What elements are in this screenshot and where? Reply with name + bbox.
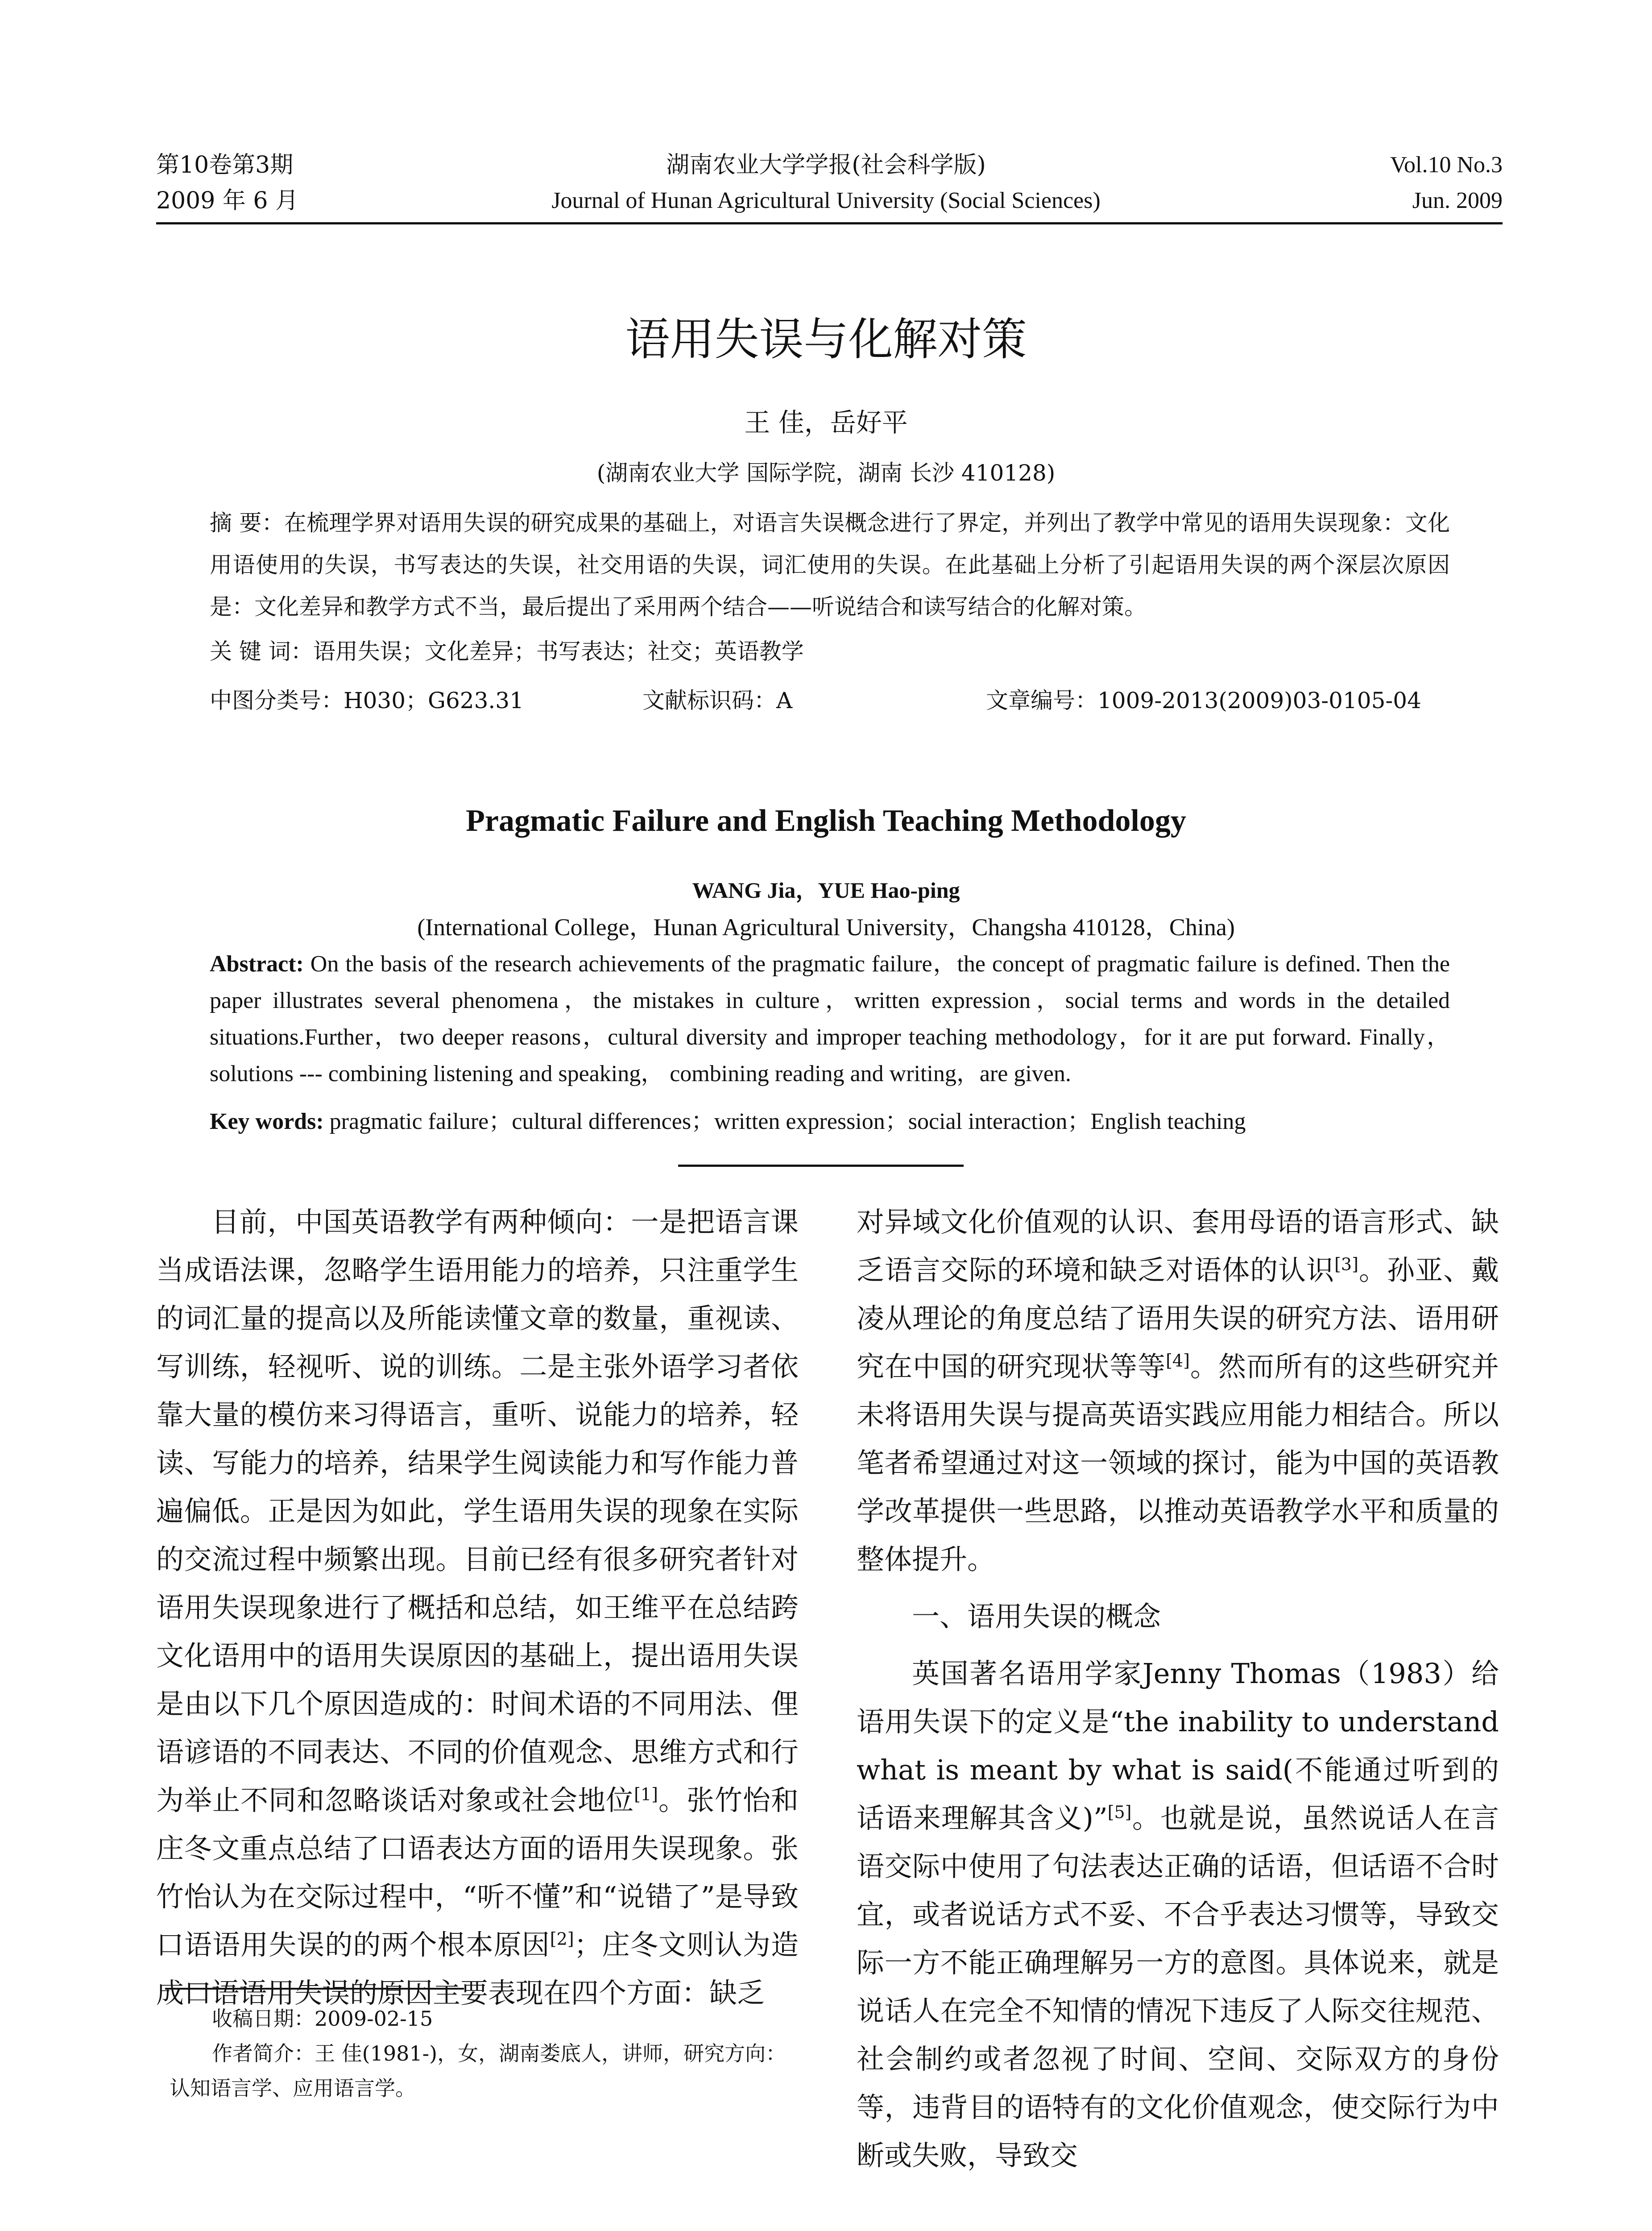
keywords-en-text: pragmatic failure；cultural differences；written expression；social interaction；English teaching [329, 1109, 1246, 1134]
header-rule [156, 222, 1503, 224]
citation-5: [5] [1107, 1802, 1132, 1822]
abstract-cn [210, 502, 1450, 628]
header-date: 2009 年 6 月 [156, 187, 299, 214]
intro-text-c: ；庄冬文则认为造成口语语用失误的原因主要表现在四个方面：缺乏 [156, 1928, 799, 2009]
document-code: 文献标识码：A [642, 688, 793, 713]
intro-cont-text-a: 对异域文化价值观的认识、套用母语的语言形式、缺乏语言交际的环境和缺乏对语体的认识 [857, 1206, 1499, 1286]
footnote [170, 2001, 803, 2106]
intro-text-a: 目前，中国英语教学有两种倾向：一是把语言课当成语法课，忽略学生语用能力的培养，只注重学生的词汇量的提高以及所能读懂文章的数量，重视读、写训练，轻视听、说的训练。二是主张外语学习者依靠大量的模仿来习得语言，重听、说能力的培养，轻读、写能力的培养，结果学生阅读能力和写作能力普遍偏低。正是因为如此，学生语用失误的现象在实际的交流过程中频繁出现。目前已经有很多研究者针对语用失误现象进行了概括和总结，如王维平在总结跨文化语用中的语用失误原因的基础上，提出语用失误是由以下几个原因造成的：时间术语的不同用法、俚语谚语的不同表达、不同的价值观念、思维方式和行为举止不同和忽略谈话对象或社会地位 [156, 1206, 799, 1816]
article-number: 文章编号：1009-2013(2009)03-0105-04 [986, 688, 1421, 713]
keywords-en-label: Key words: [210, 1109, 324, 1134]
intro-text-b: 。张竹怡和庄冬文重点总结了口语表达方面的语用失误现象。张竹怡认为在交际过程中，“听不懂”和“说错了”是导致口语语用失误的的两个根本原因 [156, 1784, 799, 1961]
intro-paragraph [156, 1198, 799, 2017]
authors-cn: 王 佳，岳好平 [744, 407, 908, 438]
abstract-en [210, 946, 1450, 1092]
intro-continued-paragraph [857, 1198, 1499, 1584]
intro-cont-text-b: 。孙亚、戴凌从理论的角度总结了语用失误的研究方法、语用研究在中国的研究现状等等 [857, 1254, 1499, 1383]
keywords-cn-text: 语用失误；文化差异；书写表达；社交；英语教学 [313, 639, 804, 664]
keywords-cn-label: 关 键 词： [210, 639, 313, 664]
definition-text-a: 英国著名语用学家Jenny Thomas（1983）给语用失误下的定义是“the inability to understand what is meant by what is said(不能通过听到的话语来理解其含义)” [857, 1657, 1499, 1834]
abstract-cn-text: 在梳理学界对语用失误的研究成果的基础上，对语言失误概念进行了界定，并列出了教学中常见的语用失误现象：文化用语使用的失误，书写表达的失误，社交用语的失误，词汇使用的失误。在此基础上分析了引起语用失误的两个深层次原因是：文化差异和教学方式不当，最后提出了采用两个结合——听说结合和读写结合的化解对策。 [210, 510, 1450, 620]
body-column-right [857, 1198, 1499, 2180]
clc-number: 中图分类号：H030；G623.31 [210, 688, 524, 713]
header-vol-no: Vol.10 No.3 [1390, 152, 1503, 178]
paper-title-cn: 语用失误与化解对策 [625, 313, 1027, 365]
definition-text-b: 。也就是说，虽然说话人在言语交际中使用了句法表达正确的话语，但话语不合时宜，或者说话方式不妥、不合乎表达习惯等，导致交际一方不能正确理解另一方的意图。具体说来，就是说话人在完全不知情的情况下违反了人际交往规范、社会制约或者忽视了时间、空间、交际双方的身份等，违背目的语特有的文化价值观念，使交际行为中断或失败，导致交 [857, 1802, 1499, 2172]
keywords-cn [210, 634, 1450, 666]
section-divider [678, 1165, 964, 1167]
header-month: Jun. 2009 [1412, 188, 1503, 213]
footnote-rule [165, 1988, 464, 1990]
definition-paragraph [857, 1650, 1499, 2180]
citation-2: [2] [550, 1929, 574, 1949]
header-journal-cn: 湖南农业大学学报(社会科学版) [666, 152, 986, 178]
abstract-en-label: Abstract: [210, 951, 304, 977]
citation-3: [3] [1334, 1254, 1358, 1274]
citation-1: [1] [634, 1784, 658, 1804]
section-heading-1: 一、语用失误的概念 [912, 1600, 1161, 1633]
paper-title-en: Pragmatic Failure and English Teaching Methodology [466, 804, 1186, 838]
keywords-en [210, 1102, 1450, 1136]
affiliation-en: (International College，Hunan Agricultural University，Changsha 410128，China) [417, 914, 1235, 941]
affiliation-cn: (湖南农业大学 国际学院，湖南 长沙 410128) [596, 460, 1056, 486]
body-column-left [156, 1198, 799, 2017]
abstract-cn-label: 摘 要： [210, 510, 284, 536]
intro-cont-text-c: 。然而所有的这些研究并未将语用失误与提高英语实践应用能力相结合。所以笔者希望通过对这一领域的探讨，能为中国的英语教学改革提供一些思路，以推动英语教学水平和质量的整体提升。 [857, 1350, 1499, 1576]
authors-en: WANG Jia，YUE Hao-ping [692, 878, 960, 903]
header-volume: 第10卷第3期 [156, 152, 294, 178]
citation-4: [4] [1166, 1351, 1190, 1371]
header-journal-en: Journal of Hunan Agricultural University (Social Sciences) [551, 188, 1101, 213]
abstract-en-text: On the basis of the research achievements of the pragmatic failure，the concept of pragmatic failure is defined. Then the paper illustrates several phenomena，the mistakes in culture，written expression，social terms and words in the detailed situations.Further，two deeper reasons，cultural diversity and improper teaching methodology，for it are put forward. Finally，solutions --- combining listening and speaking， combining reading and writing，are given. [210, 951, 1450, 1086]
received-date: 收稿日期：2009-02-15 [212, 2007, 433, 2031]
author-bio: 作者简介：王 佳(1981-)，女，湖南娄底人，讲师，研究方向：认知语言学、应用语言学。 [170, 2041, 787, 2100]
